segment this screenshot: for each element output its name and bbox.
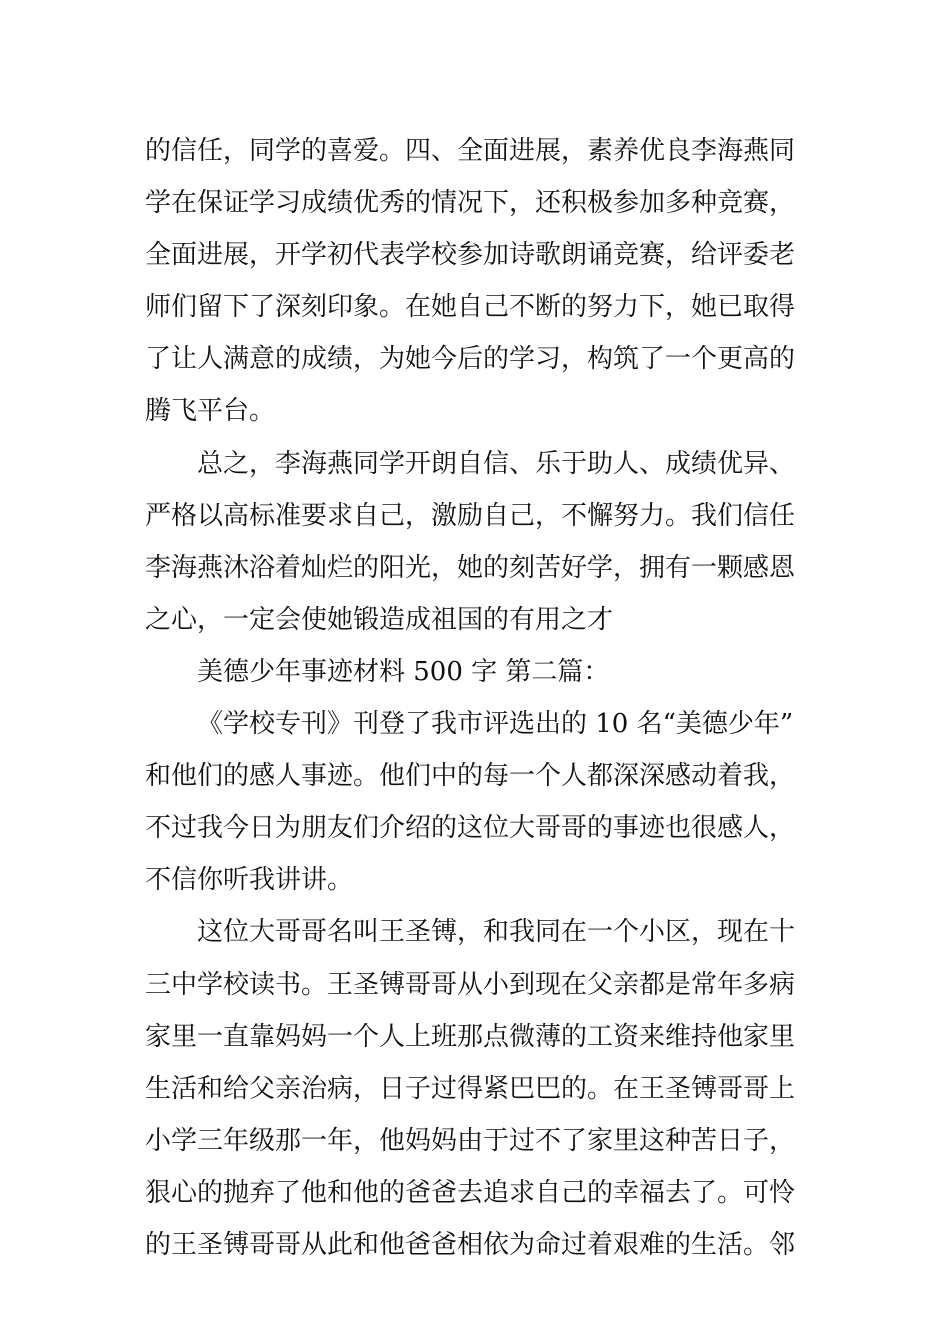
text-line: 的信任，同学的喜爱。四、全面进展，素养优良李海燕同 xyxy=(145,136,796,166)
text-line: 学在保证学习成绩优秀的情况下，还积极参加多种竞赛， xyxy=(145,188,796,219)
section-heading: 美德少年事迹材料 500 字 第二篇： xyxy=(197,656,610,687)
text-line: 腾飞平台。 xyxy=(145,396,276,427)
text-line: 狠心的抛弃了他和他的爸爸去追求自己的幸福去了。可怜 xyxy=(145,1177,796,1208)
text-line: 全面进展，开学初代表学校参加诗歌朗诵竞赛，给评委老 xyxy=(145,240,796,271)
text-line: 了让人满意的成绩，为她今后的学习，构筑了一个更高的 xyxy=(145,344,796,375)
text-line: 不过我今日为朋友们介绍的这位大哥哥的事迹也很感人， xyxy=(145,813,796,844)
text-line: 李海燕沐浴着灿烂的阳光，她的刻苦好学，拥有一颗感恩 xyxy=(145,552,796,583)
text-line: 之心，一定会使她锻造成祖国的有用之才 xyxy=(145,604,614,635)
text-line: 这位大哥哥名叫王圣镈，和我同在一个小区，现在十 xyxy=(197,917,796,948)
text-line: 的王圣镈哥哥从此和他爸爸相依为命过着艰难的生活。邻 xyxy=(145,1229,796,1260)
text-line: 小学三年级那一年，他妈妈由于过不了家里这种苦日子， xyxy=(145,1125,796,1156)
text-line: 严格以高标准要求自己，激励自己，不懈努力。我们信任 xyxy=(145,500,796,531)
text-line: 三中学校读书。王圣镈哥哥从小到现在父亲都是常年多病 xyxy=(145,969,796,1000)
text-line: 《学校专刊》刊登了我市评选出的 10 名“美德少年” xyxy=(197,709,794,740)
text-line: 不信你听我讲讲。 xyxy=(145,865,354,896)
text-line: 生活和给父亲治病，日子过得紧巴巴的。在王圣镈哥哥上 xyxy=(145,1073,796,1104)
text-line: 师们留下了深刻印象。在她自己不断的努力下，她已取得 xyxy=(145,292,796,323)
text-line: 总之，李海燕同学开朗自信、乐于助人、成绩优异、 xyxy=(197,448,796,479)
text-line: 和他们的感人事迹。他们中的每一个人都深深感动着我， xyxy=(145,761,796,792)
text-line: 家里一直靠妈妈一个人上班那点微薄的工资来维持他家里 xyxy=(145,1021,796,1052)
body-text xyxy=(145,125,815,1271)
